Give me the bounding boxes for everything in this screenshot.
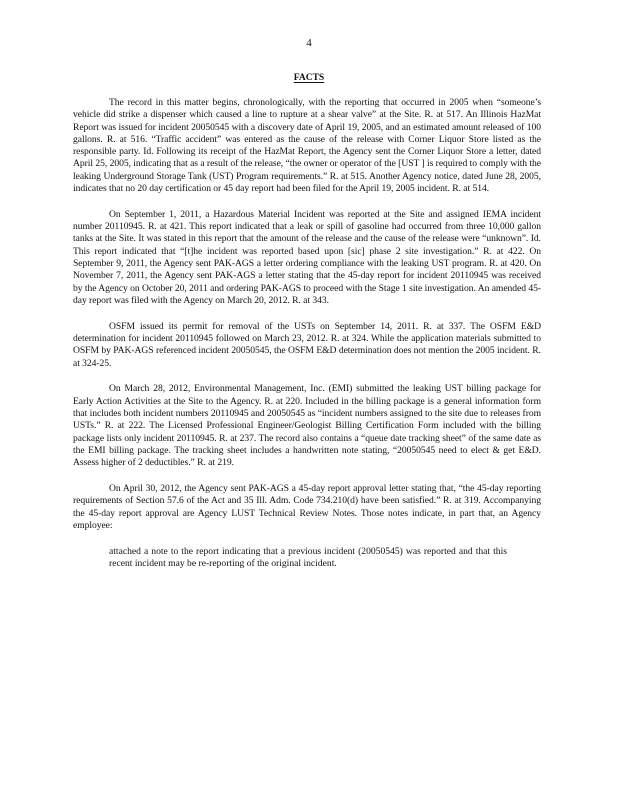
document-body (73, 97, 541, 570)
paragraph-2011-incident: On September 1, 2011, a Hazardous Material Incident was reported at the Site and assigned IEMA incident number 20110945. R. at 421. This report indicated that a leak or spill of gasoline had occurred from three 10,000 gallon tanks at the Site. It was stated in this report that the amount of the release and the cause of the release were “unknown”. Id. This report indicated that “[t]he incident was reported based upon [sic] phase 2 site investigation.” R. at 422. On September 9, 2011, the Agency sent PAK-AGS a letter ordering compliance with the leaking UST program. R. at 420. On November 7, 2011, the Agency sent PAK-AGS a letter stating that the 45-day report for incident 20110945 was received by the Agency on October 20, 2011 and ordering PAK-AGS to proceed with the Stage 1 site investigation. An amended 45-day report was filed with the Agency on March 20, 2012. R. at 343. (73, 208, 541, 306)
block-quote: attached a note to the report indicating that a previous incident (20050545) was reported and that this recent incident may be re-reporting of the original incident. (109, 545, 507, 569)
paragraph-45-day-approval: On April 30, 2012, the Agency sent PAK-AGS a 45-day report approval letter stating that, “the 45-day reporting requirements of Section 57.6 of the Act and 35 Ill. Adm. Code 734.210(d) have been satisfied.” R. at 319. Accompanying the 45-day report approval are Agency LUST Technical Review Notes. Those notes indicate, in part that, an Agency employee: (73, 483, 541, 531)
paragraph-2005-release: The record in this matter begins, chronologically, with the reporting that occurred in 2005 when “someone’s vehicle did strike a dispenser which caused a line to rupture at a shear valve” at the Site. R. at 517. An Illinois HazMat Report was issued for incident 20050545 with a discovery date of April 19, 2005, and an estimated amount released of 100 gallons. R. at 516. “Traffic accident” was entered as the cause of the release with Corner Liquor Store listed as the responsible party. Id. Following its receipt of the HazMat Report, the Agency sent the Corner Liquor Store a letter, dated April 25, 2005, indicating that as a result of the release, “the owner or operator of the [UST ] is required to comply with the leaking Underground Storage Tank (UST) Program requirements.” R. at 515. Another Agency notice, dated June 28, 2005, indicates that no 20 day certification or 45 day report had been filed for the April 19, 2005 incident. R. at 514. (73, 97, 541, 195)
page-number: 4 (306, 37, 312, 49)
section-heading (0, 73, 618, 83)
paragraph-billing-package: On March 28, 2012, Environmental Management, Inc. (EMI) submitted the leaking UST billing package for Early Action Activities at the Site to the Agency. R. at 220. Included in the billing package is a general information form that includes both incident numbers 20110945 and 20050545 as “incident numbers assigned to the site due to releases from USTs.” R. at 222. The Licensed Professional Engineer/Geologist Billing Certification Form included with the billing package lists only incident 20110945. R. at 237. The record also contains a “queue date tracking sheet” of the same date as the EMI billing package. The tracking sheet includes a handwritten note stating, “20050545 need to elect & get E&D. Assess higher of 2 deductibles.” R. at 219. (73, 383, 541, 469)
paragraph-osfm-permit: OSFM issued its permit for removal of the USTs on September 14, 2011. R. at 337. The OSFM E&D determination for incident 20110945 followed on March 23, 2012. R. at 324. While the application materials submitted to OSFM by PAK-AGS referenced incident 20050545, the OSFM E&D determination does not mention the 2005 incident. R. at 324-25. (73, 320, 541, 369)
section-heading-text: FACTS (293, 73, 325, 83)
